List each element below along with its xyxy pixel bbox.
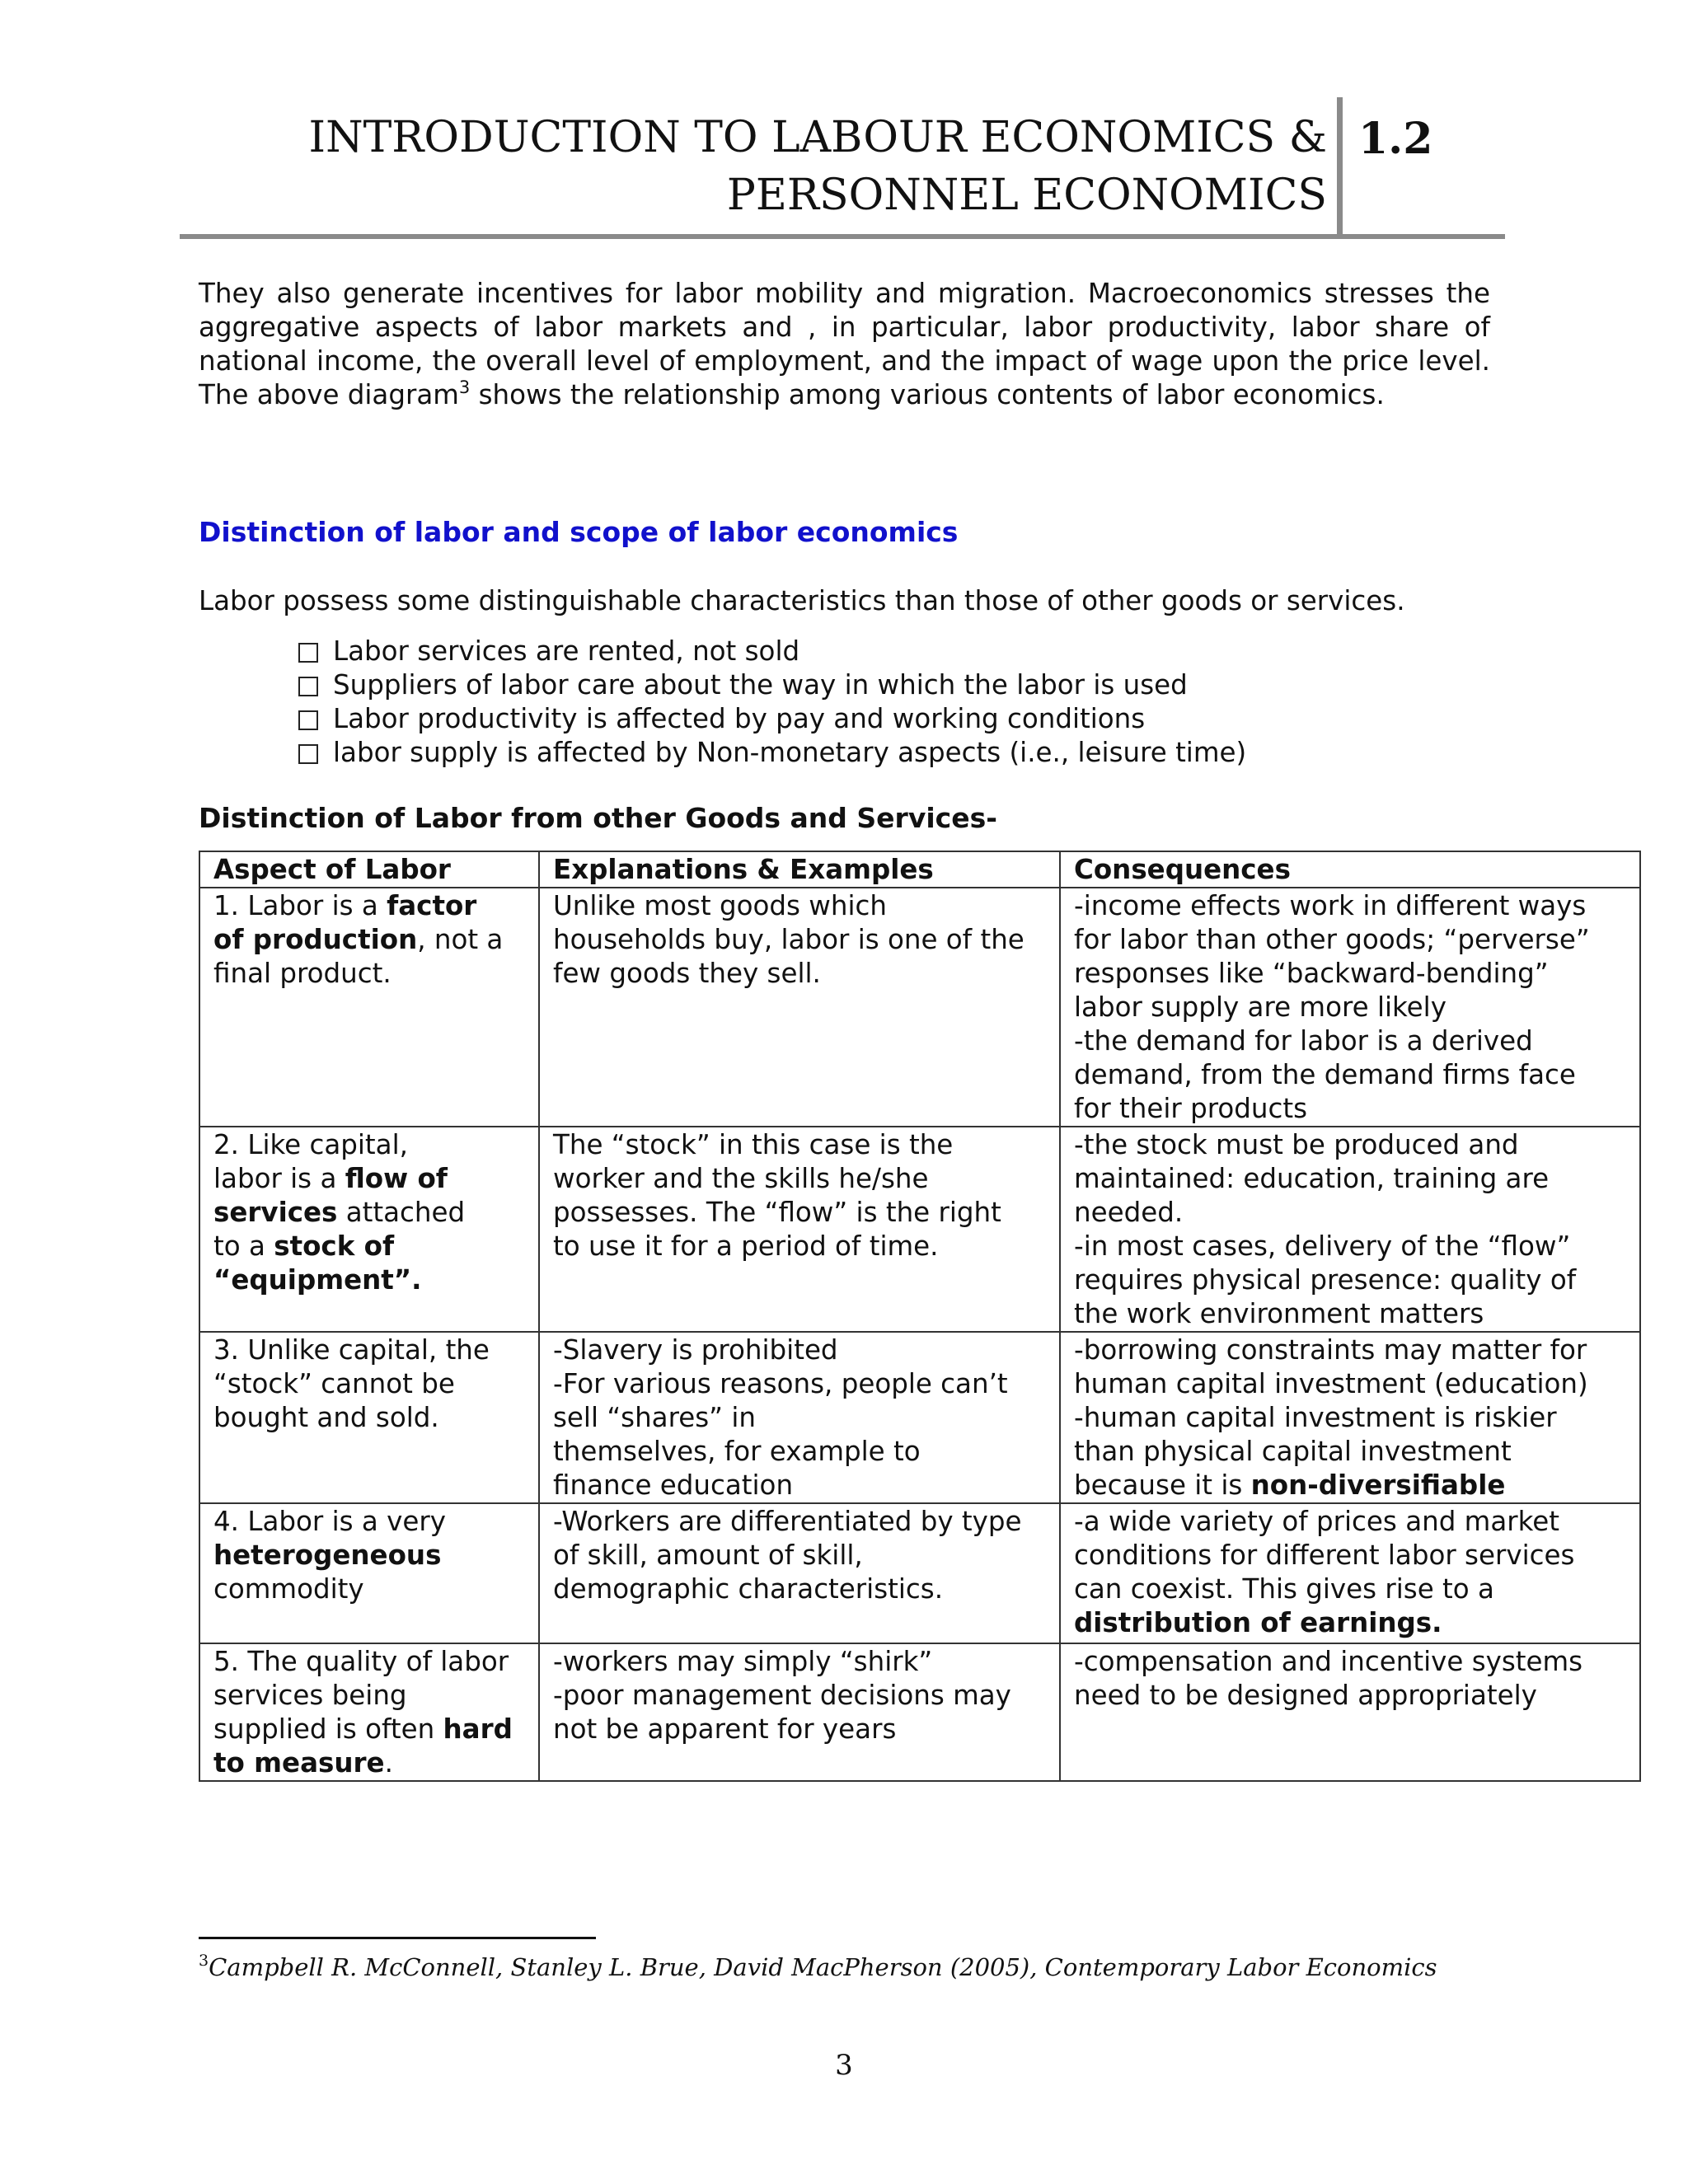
checkbox-square-icon: [298, 710, 318, 730]
section-heading: Distinction of labor and scope of labor economics: [199, 516, 959, 548]
cell-text: , not a: [417, 924, 504, 955]
cell-text-bold: “equipment”.: [213, 1264, 422, 1296]
cell-text: -income effects work in different ways: [1074, 890, 1587, 921]
cell-text: “stock” cannot be: [213, 1368, 455, 1399]
aspect-cell: [199, 1127, 539, 1332]
explanation-cell: [539, 1643, 1060, 1781]
table-row: [199, 1127, 1640, 1332]
cell-text-bold: flow of: [345, 1163, 448, 1194]
aspect-cell: [199, 1332, 539, 1503]
cell-text: themselves, for example to: [553, 1436, 921, 1467]
cell-text: 5. The quality of labor: [213, 1646, 509, 1677]
distinction-table: [199, 851, 1641, 1782]
cell-text: -Slavery is prohibited: [553, 1334, 838, 1366]
intro-paragraph: [199, 277, 1490, 412]
page-number: 3: [835, 2049, 853, 2082]
list-item: [298, 668, 1246, 702]
cell-text-bold: non-diversifiable: [1250, 1469, 1506, 1501]
cell-text: can coexist. This gives rise to a: [1074, 1573, 1494, 1605]
cell-text: responses like “backward-bending”: [1074, 958, 1549, 989]
cell-text: commodity: [213, 1573, 364, 1605]
cell-text: services being: [213, 1680, 407, 1711]
cell-text: demand, from the demand firms face: [1074, 1059, 1576, 1090]
consequences-cell: [1060, 888, 1640, 1127]
cell-text: need to be designed appropriately: [1074, 1680, 1537, 1711]
cell-text: for their products: [1074, 1093, 1308, 1124]
consequences-cell: [1060, 1332, 1640, 1503]
explanation-cell: [539, 1332, 1060, 1503]
cell-text: maintained: education, training are: [1074, 1163, 1550, 1194]
cell-text: -the demand for labor is a derived: [1074, 1025, 1533, 1057]
aspect-cell: [199, 888, 539, 1127]
cell-text-bold: services: [213, 1197, 338, 1228]
checkbox-square-icon: [298, 744, 318, 764]
cell-text: households buy, labor is one of the: [553, 924, 1025, 955]
cell-text: -the stock must be produced and: [1074, 1129, 1519, 1160]
explanation-cell: [539, 888, 1060, 1127]
list-item-text: Labor services are rented, not sold: [333, 635, 800, 667]
cell-text: to use it for a period of time.: [553, 1230, 939, 1262]
cell-text-bold: of production: [213, 924, 418, 955]
list-item: [298, 702, 1246, 736]
cell-text: -workers may simply “shirk”: [553, 1646, 933, 1677]
checkbox-square-icon: [298, 677, 318, 696]
aspect-cell: [199, 1643, 539, 1781]
page-header-title: [173, 109, 1327, 224]
cell-text: The “stock” in this case is the: [553, 1129, 954, 1160]
list-item: [298, 635, 1246, 668]
cell-text: for labor than other goods; “perverse”: [1074, 924, 1590, 955]
cell-text: -Workers are differentiated by type: [553, 1506, 1022, 1537]
list-item: [298, 736, 1246, 770]
cell-text: .: [384, 1747, 393, 1779]
footnote-text: Campbell R. McConnell, Stanley L. Brue, David MacPherson (2005), Contemporary Labor Economics: [209, 1953, 1437, 1981]
consequences-cell: [1060, 1127, 1640, 1332]
cell-text-bold: heterogeneous: [213, 1540, 442, 1571]
cell-text: -For various reasons, people can’t: [553, 1368, 1008, 1399]
column-header-aspect: Aspect of Labor: [199, 851, 539, 888]
cell-text: of skill, amount of skill,: [553, 1540, 863, 1571]
section-number: 1.2: [1358, 114, 1433, 164]
cell-text: labor is a: [213, 1163, 345, 1194]
cell-text: final product.: [213, 958, 392, 989]
footnote-reference[interactable]: 3: [458, 377, 471, 397]
checkbox-square-icon: [298, 643, 318, 663]
cell-text: -poor management decisions may: [553, 1680, 1011, 1711]
cell-text: -human capital investment is riskier: [1074, 1402, 1557, 1433]
table-row: [199, 1503, 1640, 1643]
cell-text: -a wide variety of prices and market: [1074, 1506, 1559, 1537]
cell-text: 1. Labor is a: [213, 890, 387, 921]
footnote: [199, 1953, 1437, 1981]
cell-text: possesses. The “flow” is the right: [553, 1197, 1001, 1228]
cell-text-bold: hard: [443, 1713, 513, 1745]
cell-text: 4. Labor is a very: [213, 1506, 446, 1537]
cell-text: attached: [337, 1197, 466, 1228]
cell-text: than physical capital investment: [1074, 1436, 1512, 1467]
cell-text: because it is: [1074, 1469, 1251, 1501]
characteristics-list: [298, 635, 1246, 770]
table-heading: Distinction of Labor from other Goods and Services-: [199, 802, 997, 834]
header-rule: [180, 234, 1505, 239]
cell-text-bold: distribution of earnings.: [1074, 1607, 1442, 1638]
table-header-row: [199, 851, 1640, 888]
cell-text: supplied is often: [213, 1713, 443, 1745]
explanation-cell: [539, 1127, 1060, 1332]
cell-text-bold: factor: [387, 890, 477, 921]
consequences-cell: [1060, 1643, 1640, 1781]
explanation-cell: [539, 1503, 1060, 1643]
cell-text: bought and sold.: [213, 1402, 439, 1433]
list-item-text: Suppliers of labor care about the way in which the labor is used: [333, 669, 1188, 701]
intro-text-part-1: They also generate incentives for labor mobility and migration. Macroeconomics stresses the aggregative aspects of labor markets and , in particular, labor productivity, labor share of national income, the overall level of employment, and the impact of wage upon the price level. The above diagram: [199, 278, 1490, 410]
consequences-cell: [1060, 1503, 1640, 1643]
aspect-cell: [199, 1503, 539, 1643]
table-row: [199, 888, 1640, 1127]
footnote-rule: [199, 1937, 596, 1939]
cell-text: the work environment matters: [1074, 1298, 1484, 1329]
cell-text: Unlike most goods which: [553, 890, 887, 921]
list-item-text: Labor productivity is affected by pay and working conditions: [333, 703, 1146, 734]
cell-text: labor supply are more likely: [1074, 991, 1447, 1023]
column-header-consequences: Consequences: [1060, 851, 1640, 888]
table-row: [199, 1332, 1640, 1503]
cell-text-bold: to measure: [213, 1747, 385, 1779]
cell-text: 3. Unlike capital, the: [213, 1334, 490, 1366]
column-header-explanations: Explanations & Examples: [539, 851, 1060, 888]
cell-text: worker and the skills he/she: [553, 1163, 929, 1194]
cell-text: demographic characteristics.: [553, 1573, 944, 1605]
footnote-number: 3: [199, 1952, 209, 1970]
cell-text: requires physical presence: quality of: [1074, 1264, 1577, 1296]
lead-sentence: Labor possess some distinguishable characteristics than those of other goods or services.: [199, 585, 1405, 616]
cell-text: finance education: [553, 1469, 794, 1501]
cell-text: not be apparent for years: [553, 1713, 897, 1745]
cell-text: few goods they sell.: [553, 958, 821, 989]
cell-text: 2. Like capital,: [213, 1129, 408, 1160]
cell-text: conditions for different labor services: [1074, 1540, 1575, 1571]
table-row: [199, 1643, 1640, 1781]
cell-text: -borrowing constraints may matter for: [1074, 1334, 1587, 1366]
cell-text: -in most cases, delivery of the “flow”: [1074, 1230, 1571, 1262]
cell-text: human capital investment (education): [1074, 1368, 1588, 1399]
cell-text-bold: stock of: [274, 1230, 395, 1262]
intro-text-part-2: shows the relationship among various contents of labor economics.: [470, 379, 1385, 410]
cell-text: needed.: [1074, 1197, 1184, 1228]
cell-text: to a: [213, 1230, 274, 1262]
header-title-line-2: PERSONNEL ECONOMICS: [726, 171, 1327, 220]
header-separator: [1337, 97, 1343, 236]
list-item-text: labor supply is affected by Non-monetary aspects (i.e., leisure time): [333, 737, 1247, 768]
header-title-line-1: INTRODUCTION TO LABOUR ECONOMICS &: [308, 113, 1327, 162]
cell-text: sell “shares” in: [553, 1402, 756, 1433]
cell-text: -compensation and incentive systems: [1074, 1646, 1583, 1677]
